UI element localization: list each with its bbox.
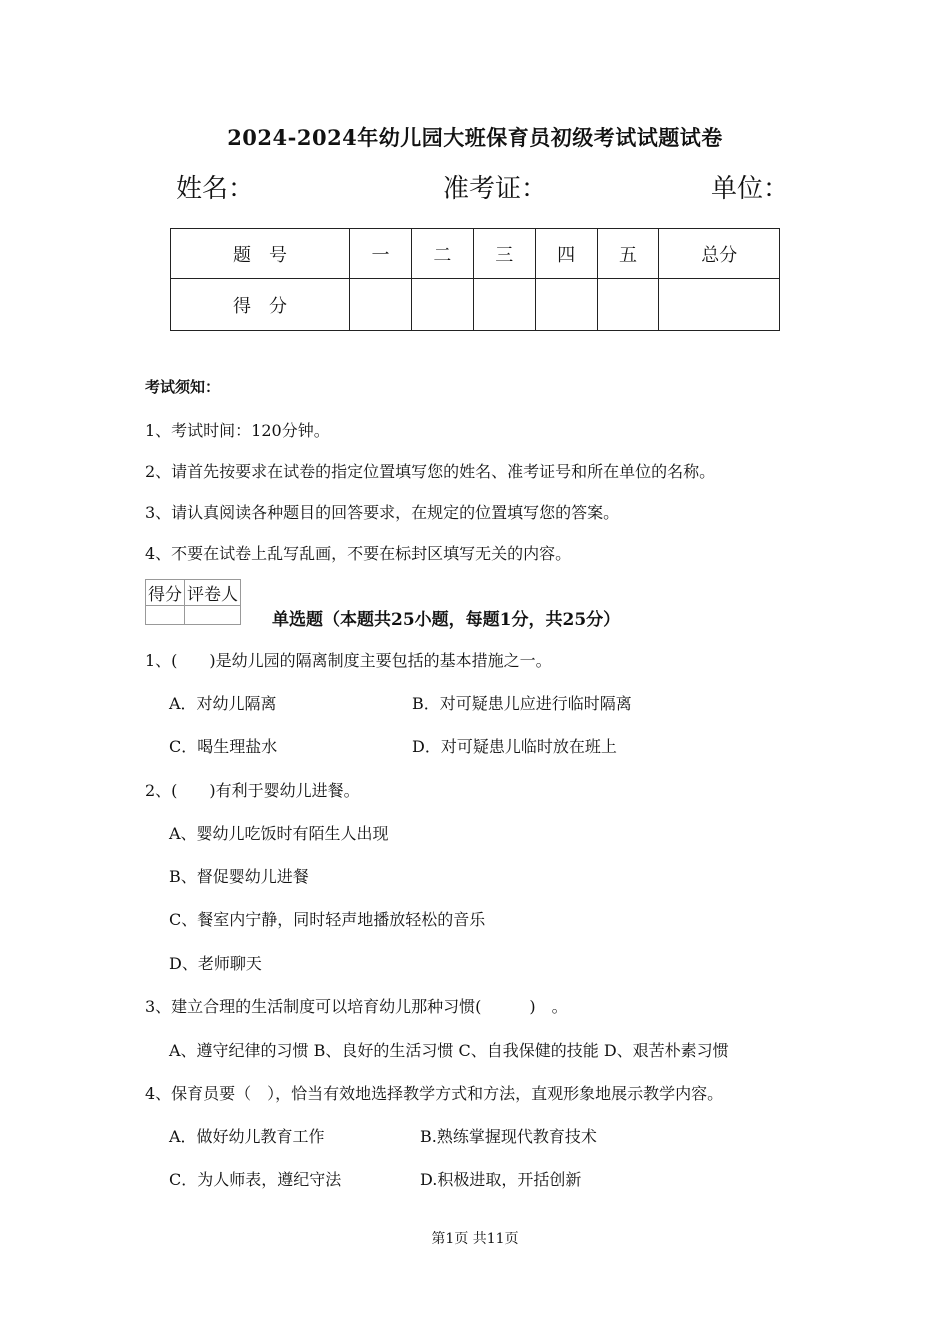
score-header-cell: 题 号 bbox=[171, 229, 350, 279]
notice-item: 4、不要在试卷上乱写乱画，不要在标封区填写无关的内容。 bbox=[145, 544, 572, 563]
score-header-cell: 五 bbox=[597, 229, 659, 279]
score-header-cell: 一 bbox=[350, 229, 412, 279]
exam-title: 2024-2024年幼儿园大班保育员初级考试试题试卷 bbox=[227, 125, 723, 150]
notice-item: 3、请认真阅读各种题目的回答要求，在规定的位置填写您的答案。 bbox=[145, 503, 620, 522]
score-cell[interactable] bbox=[411, 279, 473, 331]
notice-item: 2、请首先按要求在试卷的指定位置填写您的姓名、准考证号和所在单位的名称。 bbox=[145, 462, 716, 481]
answer-options-line[interactable]: A、遵守纪律的习惯 B、良好的生活习惯 C、自我保健的技能 D、艰苦朴素习惯 bbox=[169, 1041, 729, 1060]
question-stem: 4、保育员要（ ），恰当有效地选择教学方式和方法，直观形象地展示教学内容。 bbox=[145, 1084, 724, 1103]
section-title: 单选题（本题共25小题，每题1分，共25分） bbox=[272, 610, 621, 630]
answer-option[interactable]: B.熟练掌握现代教育技术 bbox=[420, 1127, 597, 1146]
score-table-header-row bbox=[171, 229, 780, 279]
answer-option[interactable]: D．对可疑患儿临时放在班上 bbox=[412, 737, 617, 756]
score-cell[interactable] bbox=[597, 279, 659, 331]
grader-box bbox=[145, 579, 241, 625]
name-field-label: 姓名： bbox=[176, 174, 255, 204]
ticket-field-label: 准考证： bbox=[443, 174, 548, 204]
answer-option[interactable]: C、餐室内宁静，同时轻声地播放轻松的音乐 bbox=[169, 910, 486, 929]
score-cell[interactable] bbox=[535, 279, 597, 331]
answer-option[interactable]: D、老师聊天 bbox=[169, 954, 262, 973]
answer-option[interactable]: D.积极进取，开括创新 bbox=[420, 1170, 582, 1189]
score-table bbox=[170, 228, 780, 331]
answer-option[interactable]: A．对幼儿隔离 bbox=[169, 694, 277, 713]
score-header-cell: 四 bbox=[535, 229, 597, 279]
answer-option[interactable]: C．为人师表，遵纪守法 bbox=[169, 1170, 342, 1189]
question-stem: 1、( )是幼儿园的隔离制度主要包括的基本措施之一。 bbox=[145, 651, 552, 670]
score-cell[interactable] bbox=[350, 279, 412, 331]
answer-option[interactable]: B、督促婴幼儿进餐 bbox=[169, 867, 309, 886]
answer-option[interactable]: A、婴幼儿吃饭时有陌生人出现 bbox=[169, 824, 389, 843]
notice-heading: 考试须知： bbox=[145, 378, 221, 396]
score-header-cell: 三 bbox=[473, 229, 535, 279]
question-stem: 2、( )有利于婴幼儿进餐。 bbox=[145, 781, 360, 800]
unit-field-label: 单位： bbox=[711, 174, 790, 204]
grader-score-label: 得分 bbox=[146, 580, 185, 606]
answer-option[interactable]: A．做好幼儿教育工作 bbox=[169, 1127, 325, 1146]
grader-name-label: 评卷人 bbox=[185, 580, 241, 606]
score-cell[interactable] bbox=[473, 279, 535, 331]
score-row-label: 得 分 bbox=[171, 279, 350, 331]
score-table-score-row bbox=[171, 279, 780, 331]
page-footer: 第1页 共11页 bbox=[431, 1231, 519, 1247]
grader-name-cell[interactable] bbox=[185, 606, 241, 625]
answer-option[interactable]: C．喝生理盐水 bbox=[169, 737, 278, 756]
question-stem: 3、建立合理的生活制度可以培育幼儿那种习惯( ) 。 bbox=[145, 997, 568, 1016]
score-header-cell: 总分 bbox=[659, 229, 780, 279]
notice-item: 1、考试时间：120分钟。 bbox=[145, 421, 330, 440]
grader-score-cell[interactable] bbox=[146, 606, 185, 625]
answer-option[interactable]: B．对可疑患儿应进行临时隔离 bbox=[412, 694, 632, 713]
score-header-cell: 二 bbox=[411, 229, 473, 279]
score-cell[interactable] bbox=[659, 279, 780, 331]
